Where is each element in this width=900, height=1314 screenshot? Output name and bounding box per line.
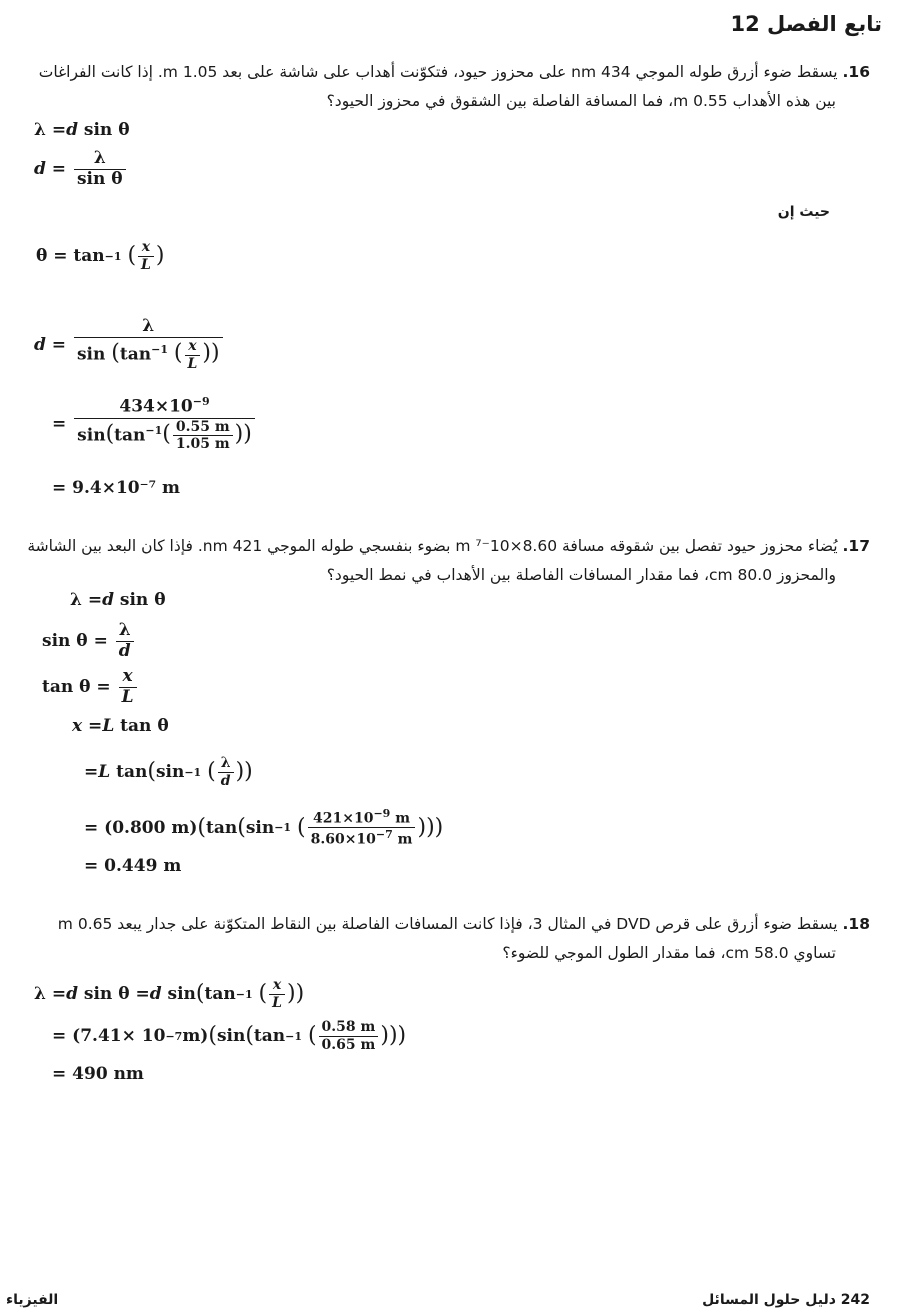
equation-theta-arctan: θ = tan −1 ( $\frac{x}{L}$ )	[36, 239, 165, 273]
equation-x-substituted: = (0.800 m) ( tan ( sin −1 ( $\frac{421\times 10^{-9} m}{8.60\times 10^{-7} m}$ ) ) )	[84, 807, 444, 848]
problem-text-line2: والمحزوز 80.0 cm، فما مقدار المسافات الفاصلة بين الأهداب في نمط الحيود؟	[326, 566, 836, 584]
equation-final-16: = 9.4×10⁻⁷ m	[52, 478, 180, 498]
problem-number: 17.	[842, 537, 870, 555]
equation-lambda-general: λ = d sin θ = d sin ( tan −1 ( $\frac{x}{L}$ ) )	[34, 977, 305, 1011]
equation-final-17: = 0.449 m	[84, 856, 182, 876]
footer-subject: الفيزياء	[6, 1292, 59, 1308]
problem-number: 16.	[842, 63, 870, 81]
equation-x-ltan: x = L tan θ	[72, 716, 169, 736]
equation-tan-theta: tan θ = $\frac{x}{L}$	[42, 668, 139, 707]
equation-lambda-substituted: = (7.41× 10 −7 m) ( sin ( tan −1 ( $\frac{0.58 m}{0.65 m}$ ) ) )	[52, 1019, 407, 1053]
problem-text-line1: يُضاء محزوز حيود تفصل بين شقوقه مسافة 8.60×10⁻⁷ m بضوء بنفسجي طوله الموجي 421 nm. فإذا كان البعد بين الشاشة	[27, 537, 838, 555]
problem-text-line1: يسقط ضوء أزرق طوله الموجي 434 nm على محزوز حيود، فتكوّنت أهداب على شاشة على بعد 1.05 m. إذا كانت الفراغات	[38, 63, 838, 81]
problem-text-line1: يسقط ضوء أزرق على قرص DVD في المثال 3، فإذا كانت المسافات الفاصلة بين النقاط المتكوّنة على جدار يبعد 0.65 m	[57, 915, 838, 933]
problem-18-statement	[10, 910, 870, 968]
equation-d-lambda-over-sin: d = $\frac{\lambda}{\text{sin θ}}$	[34, 150, 128, 189]
problem-text-line2: بين هذه الأهداب 0.55 m، فما المسافة الفاصلة بين الشقوق في محزوز الحيود؟	[326, 92, 836, 110]
problem-16-statement	[10, 58, 870, 116]
equation-x-general: = L tan ( sin −1 ( $\frac{\lambda}{d}$ ) )	[84, 755, 253, 789]
equation-lambda-dsin: λ = d sin θ	[70, 590, 166, 610]
problem-17-statement	[10, 532, 870, 590]
where-label: حيث إن	[777, 204, 830, 220]
page-number: 242	[840, 1292, 870, 1308]
equation-lambda-dsin: λ = d sin θ	[34, 120, 130, 140]
guide-title: دليل حلول المسائل	[702, 1292, 836, 1308]
footer-page-info	[702, 1292, 870, 1308]
chapter-heading: تابع الفصل 12	[730, 12, 882, 36]
equation-d-general: d = λ $\sin (\tan^{-1}$ ( $\frac{x}{L}$ ))	[34, 318, 225, 371]
equation-sin-theta: sin θ = $\frac{\lambda}{d}$	[42, 622, 136, 661]
equation-final-18: = 490 nm	[52, 1064, 144, 1084]
problem-number: 18.	[842, 915, 870, 933]
equation-d-substituted: = $434\times 10^{-9}$ $\sin(\tan^{-1}$( $\frac{0.55 m}{1.05 m}$ ))	[52, 396, 257, 452]
problem-text-line2: تساوي 58.0 cm، فما مقدار الطول الموجي للضوء؟	[502, 944, 836, 962]
